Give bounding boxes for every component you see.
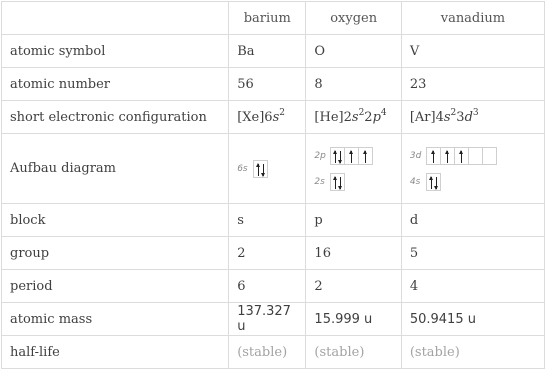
config-orbital: 3d [456, 109, 473, 125]
row-atomic-symbol [2, 35, 545, 68]
cell-oxygen: (stable) [306, 336, 401, 369]
cell-barium: (stable) [229, 336, 306, 369]
cell-vanadium: (stable) [401, 336, 544, 369]
spin-up-arrow-icon [433, 151, 435, 163]
cell-vanadium: 5 [401, 237, 544, 270]
element-comparison-table [1, 1, 545, 369]
config-exponent: 3 [472, 107, 479, 118]
aufbau-barium [229, 134, 306, 204]
config-orbital: 6s [264, 109, 280, 125]
row-half-life [2, 336, 545, 369]
row-label: group [2, 237, 229, 270]
cell-barium: 6 [229, 270, 306, 303]
spin-down-arrow-icon [340, 177, 342, 189]
orbital-row [410, 170, 536, 194]
header-oxygen: oxygen [306, 2, 401, 35]
orbital-boxes [330, 173, 345, 191]
cell-oxygen: 16 [306, 237, 401, 270]
row-label: block [2, 204, 229, 237]
spin-up-arrow-icon [335, 177, 337, 189]
spin-up-arrow-icon [431, 177, 433, 189]
spin-up-arrow-icon [365, 151, 367, 163]
config-orbital: 4s [435, 109, 451, 125]
orbital-box [330, 173, 345, 191]
row-label: atomic number [2, 68, 229, 101]
cell-oxygen: 2 [306, 270, 401, 303]
cell-oxygen: p [306, 204, 401, 237]
spin-down-arrow-icon [436, 177, 438, 189]
row-label: short electronic configuration [2, 101, 229, 134]
orbital-box [468, 147, 483, 165]
row-block [2, 204, 545, 237]
header-vanadium: vanadium [401, 2, 544, 35]
row-label: Aufbau diagram [2, 134, 229, 204]
header-row [2, 2, 545, 35]
orbital-label: 6s [237, 163, 248, 174]
spin-up-arrow-icon [461, 151, 463, 163]
orbital-boxes [426, 147, 497, 165]
orbital-box [358, 147, 373, 165]
spin-up-arrow-icon [335, 151, 337, 163]
row-group [2, 237, 545, 270]
aufbau-vanadium [401, 134, 544, 204]
config-exponent: 2 [358, 107, 365, 118]
orbital-label: 2s [314, 176, 325, 187]
orbital-box [330, 147, 345, 165]
row-aufbau-diagram [2, 134, 545, 204]
header-empty [2, 2, 229, 35]
config-orbital: 2s [343, 109, 359, 125]
aufbau-oxygen [306, 134, 401, 204]
orbital-box [482, 147, 497, 165]
config-oxygen [306, 101, 401, 134]
cell-vanadium: 23 [401, 68, 544, 101]
cell-vanadium: 50.9415 u [401, 303, 544, 336]
orbital-box [344, 147, 359, 165]
orbital-label: 3d [409, 150, 422, 161]
cell-vanadium: 4 [401, 270, 544, 303]
cell-barium: 137.327 u [229, 303, 306, 336]
orbital-row [410, 144, 536, 168]
row-label: period [2, 270, 229, 303]
config-core: [Xe] [237, 109, 265, 125]
cell-barium: 56 [229, 68, 306, 101]
spin-down-arrow-icon [340, 151, 342, 163]
row-atomic-number [2, 68, 545, 101]
orbital-box [253, 160, 268, 178]
orbital-boxes [253, 160, 268, 178]
config-orbital: 2p [364, 109, 381, 125]
cell-oxygen: O [306, 35, 401, 68]
cell-vanadium: V [401, 35, 544, 68]
orbital-box [426, 173, 441, 191]
config-core: [Ar] [409, 109, 436, 125]
row-label: atomic mass [2, 303, 229, 336]
orbital-row [314, 170, 392, 194]
config-core: [He] [314, 109, 344, 125]
orbital-boxes [426, 173, 441, 191]
row-period [2, 270, 545, 303]
spin-up-arrow-icon [258, 164, 260, 176]
row-electron-configuration [2, 101, 545, 134]
orbital-row [314, 144, 392, 168]
orbital-box [426, 147, 441, 165]
spin-up-arrow-icon [351, 151, 353, 163]
cell-barium: s [229, 204, 306, 237]
cell-oxygen: 15.999 u [306, 303, 401, 336]
cell-vanadium: d [401, 204, 544, 237]
orbital-label: 4s [409, 176, 421, 187]
cell-barium: Ba [229, 35, 306, 68]
spin-down-arrow-icon [263, 164, 265, 176]
orbital-box [440, 147, 455, 165]
cell-oxygen: 8 [306, 68, 401, 101]
row-label: atomic symbol [2, 35, 229, 68]
config-barium [229, 101, 306, 134]
config-vanadium [401, 101, 544, 134]
orbital-box [454, 147, 469, 165]
orbital-row [237, 157, 297, 181]
spin-up-arrow-icon [447, 151, 449, 163]
config-exponent: 2 [279, 107, 285, 118]
orbital-boxes [330, 147, 373, 165]
row-label: half-life [2, 336, 229, 369]
row-atomic-mass [2, 303, 545, 336]
orbital-label: 2p [314, 150, 326, 161]
config-exponent: 2 [450, 107, 457, 118]
cell-barium: 2 [229, 237, 306, 270]
config-exponent: 4 [380, 107, 387, 118]
header-barium: barium [229, 2, 306, 35]
